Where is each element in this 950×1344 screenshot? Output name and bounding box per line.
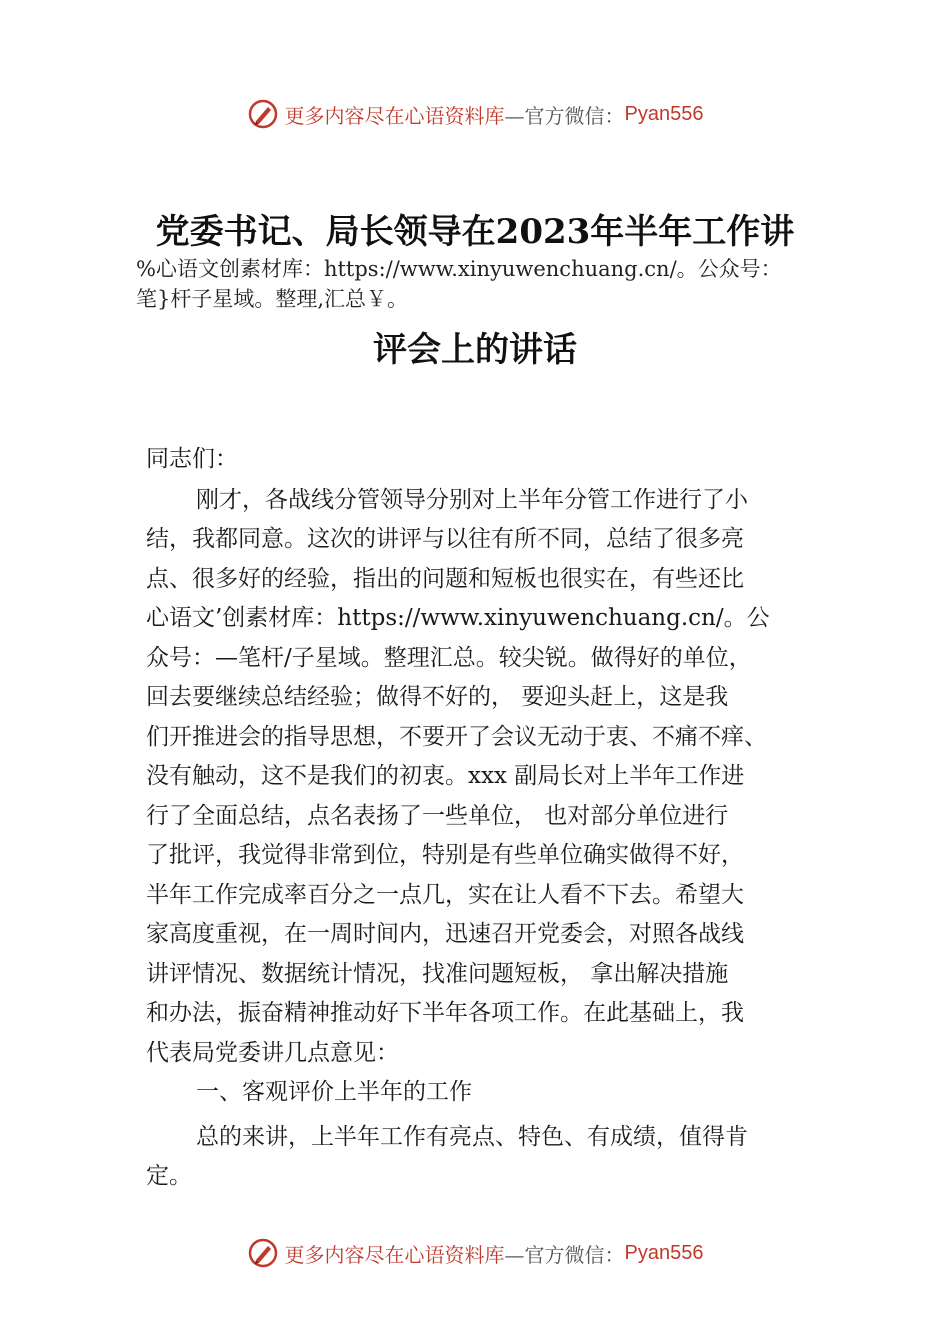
watermark-line-2: 笔}杆子星域。整理,汇总￥。 — [136, 287, 409, 311]
banner-site-name: 更多内容尽在心语资料库 — [284, 1242, 505, 1267]
body-line: 刚才，各战线分管领导分别对上半年分管工作进行了小 — [196, 487, 748, 513]
body-line: 了批评，我觉得非常到位，特别是有些单位确实做得不好， — [146, 842, 744, 868]
pen-logo-icon — [247, 1237, 279, 1269]
salutation: 同志们： — [146, 446, 238, 472]
banner-wechat-label: —官方微信： — [504, 1242, 625, 1267]
body-line: 总的来讲，上半年工作有亮点、特色、有成绩，值得肯 — [196, 1124, 748, 1150]
body-line: 们开推进会的指导思想，不要开了会议无动于衷、不痛不痒、 — [146, 724, 767, 750]
document-title-line-2: 评会上的讲话 — [373, 330, 577, 370]
body-line: 点、很多好的经验，指出的问题和短板也很实在，有些还比 — [146, 566, 744, 592]
body-line: 没有触动，这不是我们的初衷。xxx 副局长对上半年工作进 — [146, 763, 745, 789]
body-line: 结，我都同意。这次的讲评与以往有所不同，总结了很多亮 — [146, 526, 744, 552]
body-line: 行了全面总结，点名表扬了一些单位， 也对部分单位进行 — [146, 803, 729, 829]
banner-wechat-label: —官方微信： — [504, 103, 625, 128]
footer-banner — [0, 1233, 950, 1273]
body-line: 半年工作完成率百分之一点几，实在让人看不下去。希望大 — [146, 882, 744, 908]
banner-wechat-id: Pyan556 — [624, 102, 704, 125]
body-line: 讲评情况、数据统计情况，找准问题短板， 拿出解决措施 — [146, 961, 729, 987]
watermark-line-1: %心语文创素材库：https://www.xinyuwenchuang.cn/。公众号： — [136, 257, 782, 281]
body-line: 回去要继续总结经验；做得不好的， 要迎头赶上，这是我 — [146, 684, 729, 710]
body-line: 代表局党委讲几点意见： — [146, 1040, 399, 1066]
body-line: 定。 — [146, 1163, 192, 1189]
header-banner — [0, 94, 950, 134]
pen-logo-icon — [247, 98, 279, 130]
body-line: 家高度重视，在一周时间内，迅速召开党委会，对照各战线 — [146, 921, 744, 947]
body-line: 众号：—笔杆/子星域。整理汇总。较尖锐。做得好的单位， — [146, 645, 752, 671]
body-line: 和办法，振奋精神推动好下半年各项工作。在此基础上，我 — [146, 1000, 744, 1026]
banner-wechat-id: Pyan556 — [624, 1241, 704, 1264]
body-line: 心语文’创素材库：https://www.xinyuwenchuang.cn/。公 — [146, 605, 770, 631]
section-heading: 一、客观评价上半年的工作 — [196, 1079, 472, 1105]
banner-site-name: 更多内容尽在心语资料库 — [284, 103, 505, 128]
document-title-line-1: 党委书记、局长领导在2023年半年工作讲 — [155, 212, 795, 252]
